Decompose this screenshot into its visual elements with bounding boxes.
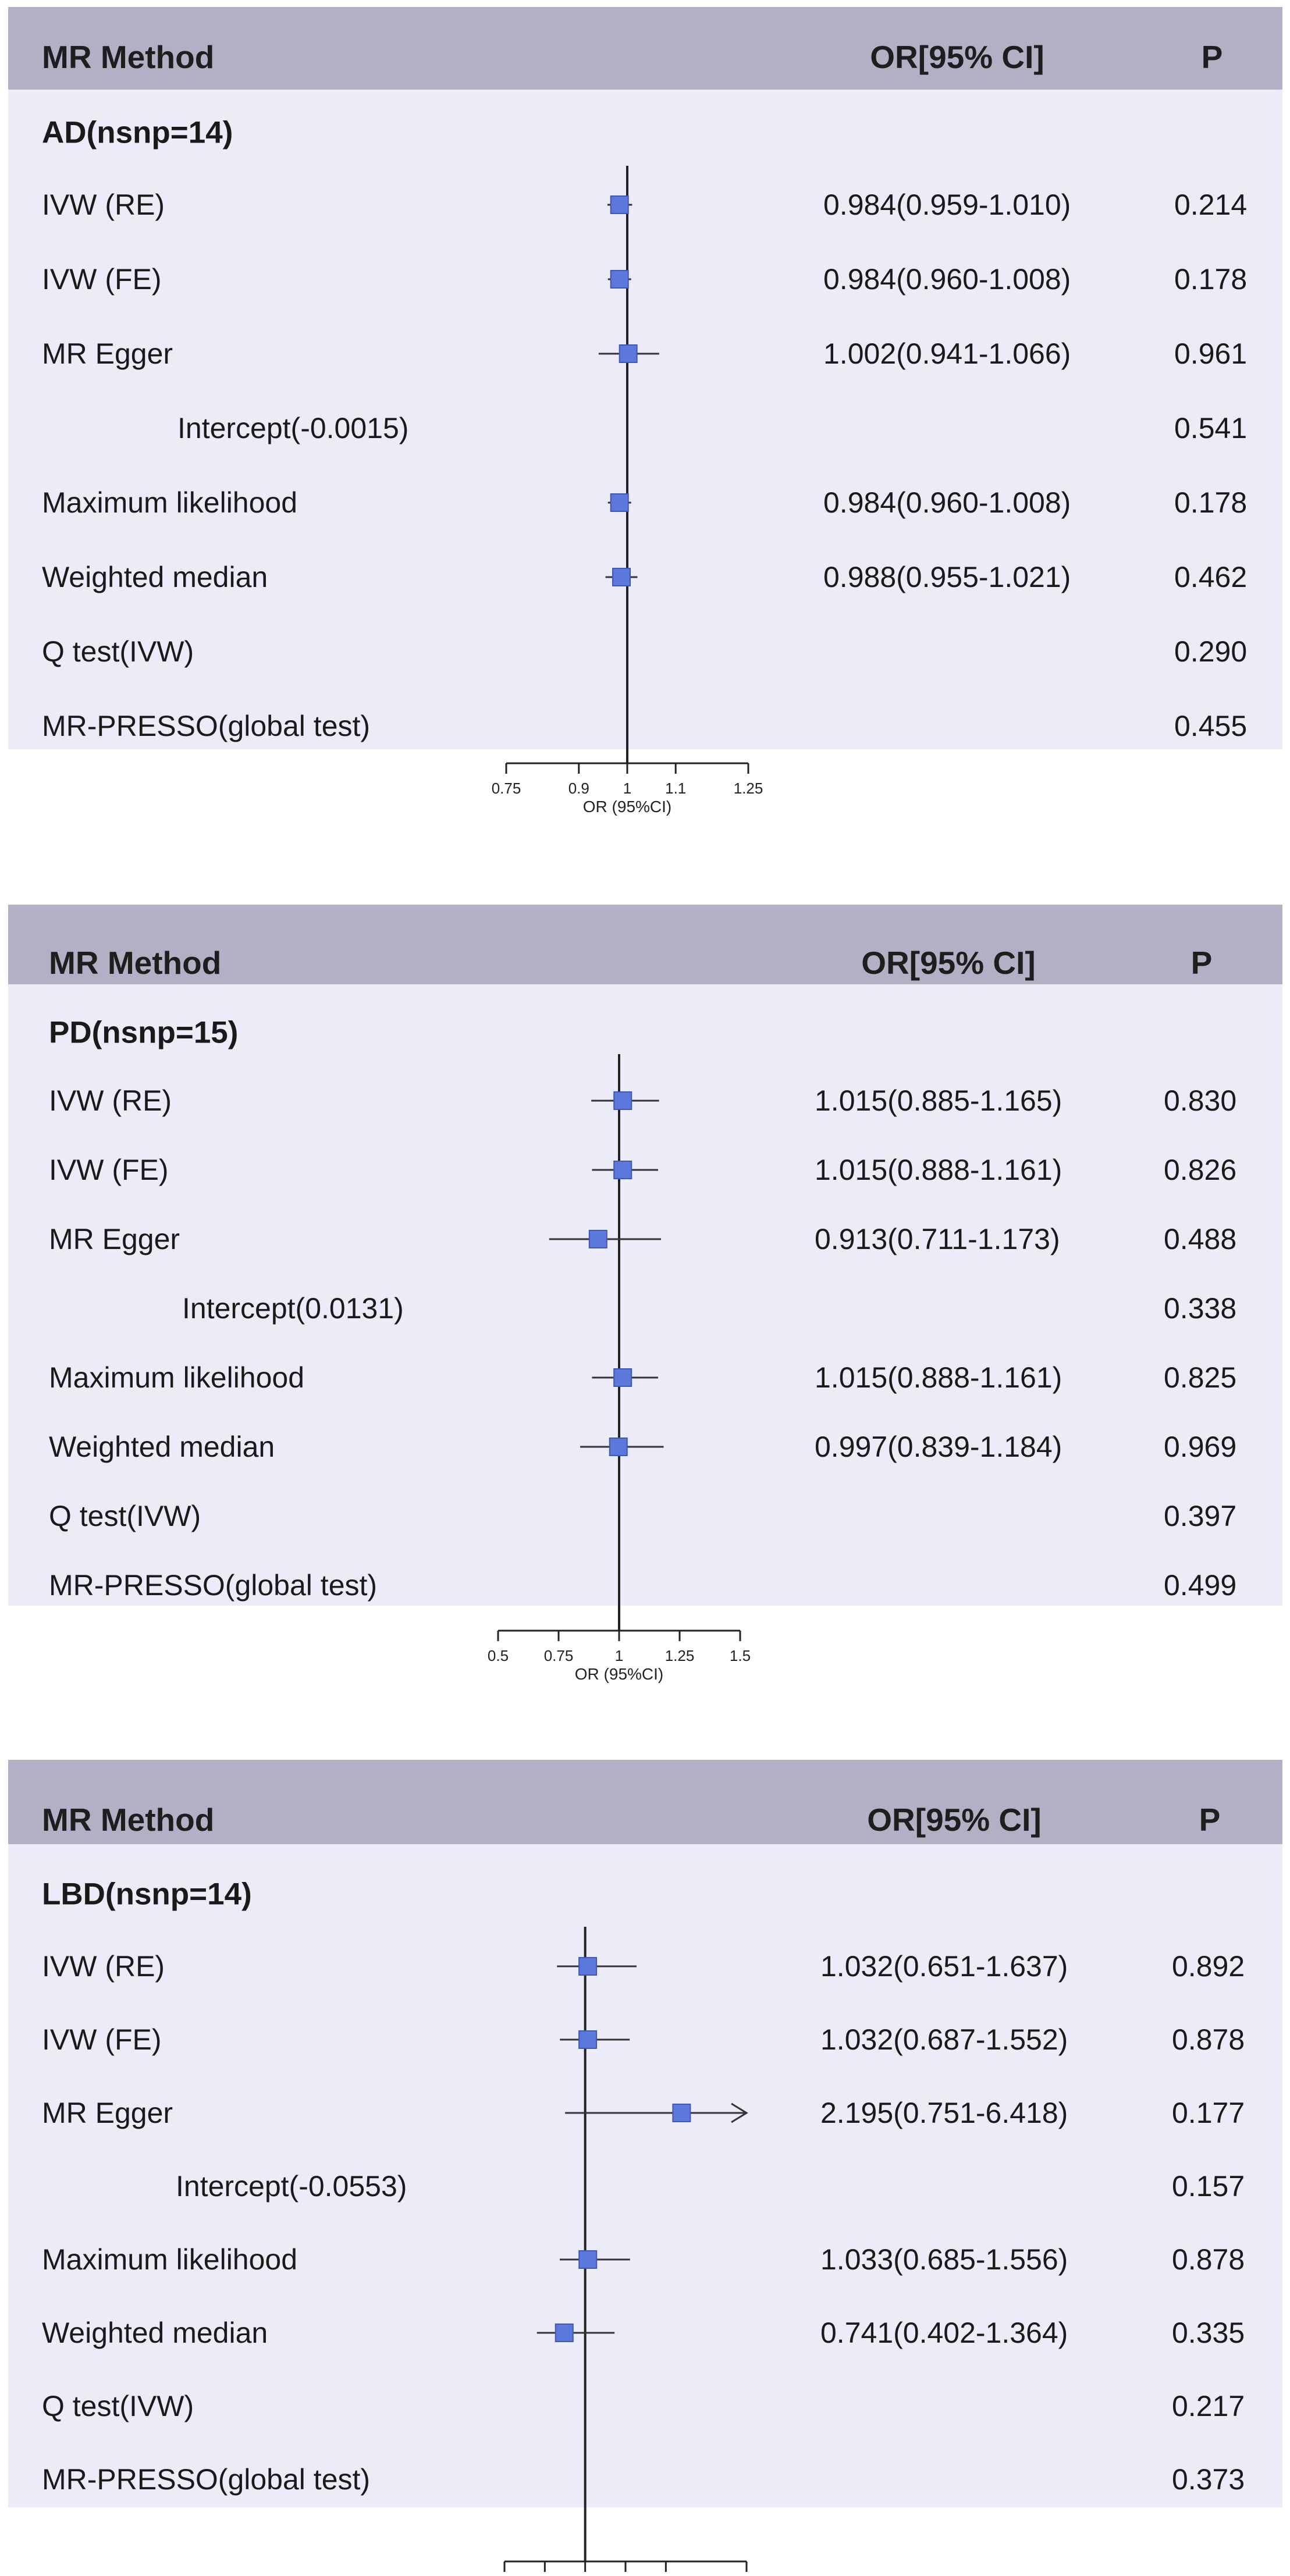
point-estimate — [579, 2251, 596, 2268]
row-or-ci: 1.015(0.888-1.161) — [815, 1154, 1062, 1186]
row-label: MR-PRESSO(global test) — [42, 710, 371, 742]
row-or-ci: 1.032(0.687-1.552) — [820, 2023, 1068, 2056]
row-or-ci: 1.002(0.941-1.066) — [823, 337, 1071, 370]
row-p-value: 0.157 — [1172, 2170, 1245, 2203]
row-p-value: 0.178 — [1174, 486, 1248, 519]
row-or-ci: 1.032(0.651-1.637) — [820, 1950, 1068, 1983]
row-label: Weighted median — [49, 1431, 275, 1463]
row-or-ci: 1.015(0.885-1.165) — [815, 1084, 1062, 1117]
row-label: Weighted median — [42, 2317, 268, 2349]
x-tick-label: 1.5 — [729, 1647, 751, 1664]
row-or-ci: 0.984(0.960-1.008) — [823, 263, 1071, 296]
row-p-value: 0.825 — [1164, 1361, 1237, 1394]
row-label: IVW (RE) — [49, 1084, 172, 1117]
x-tick-label: 1.25 — [733, 780, 763, 797]
row-p-value: 0.499 — [1164, 1569, 1237, 1602]
row-p-value: 0.878 — [1172, 2023, 1245, 2056]
row-label: Intercept(-0.0015) — [177, 412, 409, 444]
row-label: IVW (RE) — [42, 188, 165, 221]
header-or-ci: OR[95% CI] — [867, 1802, 1042, 1838]
x-tick-label: 1 — [623, 780, 632, 797]
group-label: LBD(nsnp=14) — [42, 1877, 252, 1912]
row-p-value: 0.290 — [1174, 635, 1248, 668]
row-p-value: 0.217 — [1172, 2390, 1245, 2422]
x-tick-label: 1.25 — [664, 1647, 695, 1664]
row-label: IVW (RE) — [42, 1950, 165, 1983]
point-estimate — [579, 2031, 596, 2048]
point-estimate — [673, 2104, 690, 2122]
x-tick-label: 0.5 — [487, 1647, 509, 1664]
header-or-ci: OR[95% CI] — [870, 39, 1044, 75]
row-label: Q test(IVW) — [49, 1500, 201, 1532]
row-label: MR-PRESSO(global test) — [49, 1569, 378, 1602]
row-or-ci: 2.195(0.751-6.418) — [820, 2097, 1068, 2129]
row-p-value: 0.462 — [1174, 561, 1248, 593]
header-or-ci: OR[95% CI] — [861, 945, 1036, 981]
row-or-ci: 1.033(0.685-1.556) — [820, 2243, 1068, 2276]
header-p: P — [1199, 1802, 1221, 1838]
header-p: P — [1201, 39, 1223, 75]
row-label: Intercept(0.0131) — [182, 1292, 404, 1325]
row-label: Q test(IVW) — [42, 2390, 194, 2422]
row-or-ci: 0.913(0.711-1.173) — [815, 1223, 1060, 1255]
row-p-value: 0.178 — [1174, 263, 1248, 296]
row-label: Maximum likelihood — [49, 1361, 305, 1394]
header-p: P — [1191, 945, 1213, 981]
row-or-ci: 0.984(0.960-1.008) — [823, 486, 1071, 519]
row-p-value: 0.373 — [1172, 2463, 1245, 2496]
row-p-value: 0.961 — [1174, 337, 1248, 370]
row-p-value: 0.969 — [1164, 1431, 1237, 1463]
row-p-value: 0.335 — [1172, 2317, 1245, 2349]
row-label: IVW (FE) — [42, 263, 162, 296]
row-or-ci: 1.015(0.888-1.161) — [815, 1361, 1062, 1394]
x-axis-label: OR (95%CI) — [582, 798, 672, 816]
header-method: MR Method — [42, 1802, 215, 1838]
row-or-ci: 0.988(0.955-1.021) — [823, 561, 1071, 593]
row-label: Maximum likelihood — [42, 2243, 298, 2276]
group-label: AD(nsnp=14) — [42, 115, 233, 150]
row-label: MR-PRESSO(global test) — [42, 2463, 371, 2496]
row-p-value: 0.830 — [1164, 1084, 1237, 1117]
row-label: Q test(IVW) — [42, 635, 194, 668]
row-label: Weighted median — [42, 561, 268, 593]
row-p-value: 0.397 — [1164, 1500, 1237, 1532]
row-or-ci: 0.997(0.839-1.184) — [815, 1431, 1062, 1463]
row-label: Maximum likelihood — [42, 486, 298, 519]
row-p-value: 0.878 — [1172, 2243, 1245, 2276]
row-or-ci: 0.984(0.959-1.010) — [823, 188, 1071, 221]
header-method: MR Method — [49, 945, 222, 981]
row-label: MR Egger — [42, 2097, 173, 2129]
x-axis-label: OR (95%CI) — [574, 1665, 664, 1683]
row-p-value: 0.826 — [1164, 1154, 1237, 1186]
x-tick-label: 0.75 — [491, 780, 521, 797]
point-estimate — [556, 2324, 573, 2342]
row-label: Intercept(-0.0553) — [176, 2170, 407, 2203]
x-tick-label: 0.75 — [543, 1647, 574, 1664]
row-label: MR Egger — [49, 1223, 180, 1255]
row-p-value: 0.177 — [1172, 2097, 1245, 2129]
group-label: PD(nsnp=15) — [49, 1015, 239, 1050]
x-tick-label: 0.9 — [568, 780, 589, 797]
row-p-value: 0.892 — [1172, 1950, 1245, 1983]
row-p-value: 0.455 — [1174, 710, 1248, 742]
row-p-value: 0.488 — [1164, 1223, 1237, 1255]
row-p-value: 0.214 — [1174, 188, 1248, 221]
x-tick-label: 1.1 — [665, 780, 687, 797]
x-tick-label: 1 — [614, 1647, 624, 1664]
row-label: IVW (FE) — [42, 2023, 162, 2056]
header-method: MR Method — [42, 39, 215, 75]
row-label: IVW (FE) — [49, 1154, 169, 1186]
row-p-value: 0.338 — [1164, 1292, 1237, 1325]
row-label: MR Egger — [42, 337, 173, 370]
point-estimate — [579, 1958, 596, 1975]
row-or-ci: 0.741(0.402-1.364) — [820, 2317, 1068, 2349]
row-p-value: 0.541 — [1174, 412, 1248, 444]
